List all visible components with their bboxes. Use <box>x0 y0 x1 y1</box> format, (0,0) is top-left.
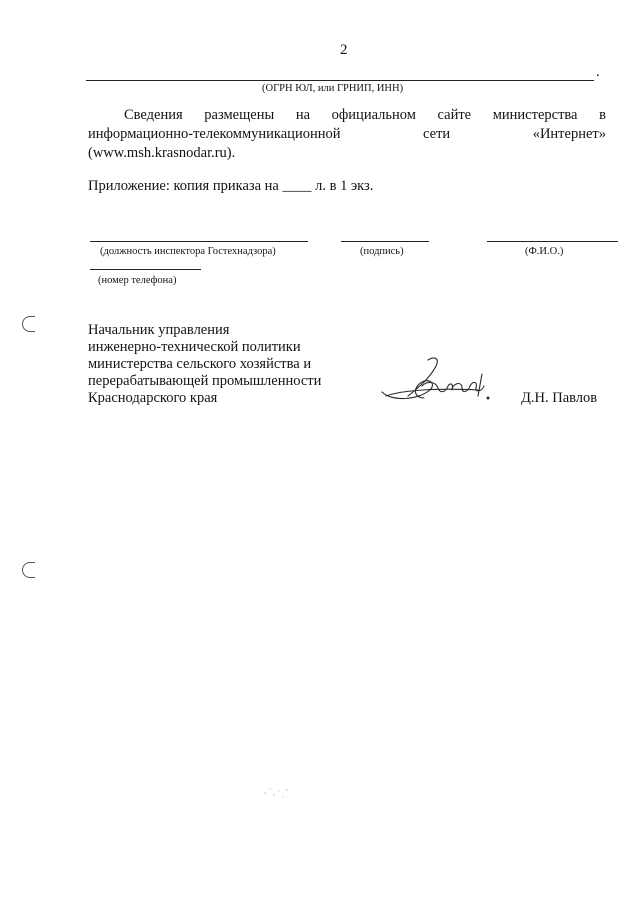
word: «Интернет» <box>532 126 606 142</box>
attachment-note: Приложение: копия приказа на ____ л. в 1 экз. <box>88 178 374 194</box>
word: министерства <box>492 107 578 123</box>
info-paragraph-line-3 <box>88 144 606 163</box>
full-name-line <box>487 241 618 242</box>
word: информационно-телекоммуникационной <box>88 126 341 142</box>
page-number: 2 <box>340 42 348 58</box>
word: в <box>599 107 606 123</box>
phone-caption: (номер телефона) <box>98 275 177 286</box>
info-paragraph-line-2 <box>88 125 606 144</box>
ogrn-caption: (ОГРН ЮЛ, или ГРНИП, ИНН) <box>262 83 404 94</box>
signature-caption: (подпись) <box>360 246 404 257</box>
word: сети <box>423 126 451 142</box>
signer-position-line: инженерно-технической политики <box>88 339 301 355</box>
signer-position-line: Краснодарского края <box>88 390 218 406</box>
word: официальном <box>331 107 416 123</box>
signer-position-line: перерабатывающей промышленности <box>88 373 322 389</box>
signer-position-line: министерства сельского хозяйства и <box>88 356 312 372</box>
inspector-position-caption: (должность инспектора Гостехнадзора) <box>100 246 276 257</box>
ogrn-underline <box>86 80 594 81</box>
signature-line <box>341 241 429 242</box>
inspector-position-line <box>90 241 308 242</box>
handwritten-signature-icon <box>378 352 496 410</box>
word: Сведения <box>124 107 183 123</box>
signer-position <box>88 322 321 407</box>
scan-noise <box>262 783 292 803</box>
word: на <box>295 107 311 123</box>
full-name-caption: (Ф.И.О.) <box>525 246 564 257</box>
info-paragraph-line-1 <box>88 106 606 125</box>
ogrn-line-end: . <box>596 64 600 80</box>
binder-hole-mark-icon <box>22 562 35 578</box>
signer-position-line: Начальник управления <box>88 322 230 338</box>
website-url: (www.msh.krasnodar.ru). <box>88 145 236 161</box>
binder-hole-mark-icon <box>22 316 35 332</box>
info-paragraph <box>88 106 606 163</box>
word: размещены <box>204 107 275 123</box>
phone-line <box>90 269 201 270</box>
signer-name: Д.Н. Павлов <box>521 390 598 406</box>
word: сайте <box>437 107 472 123</box>
